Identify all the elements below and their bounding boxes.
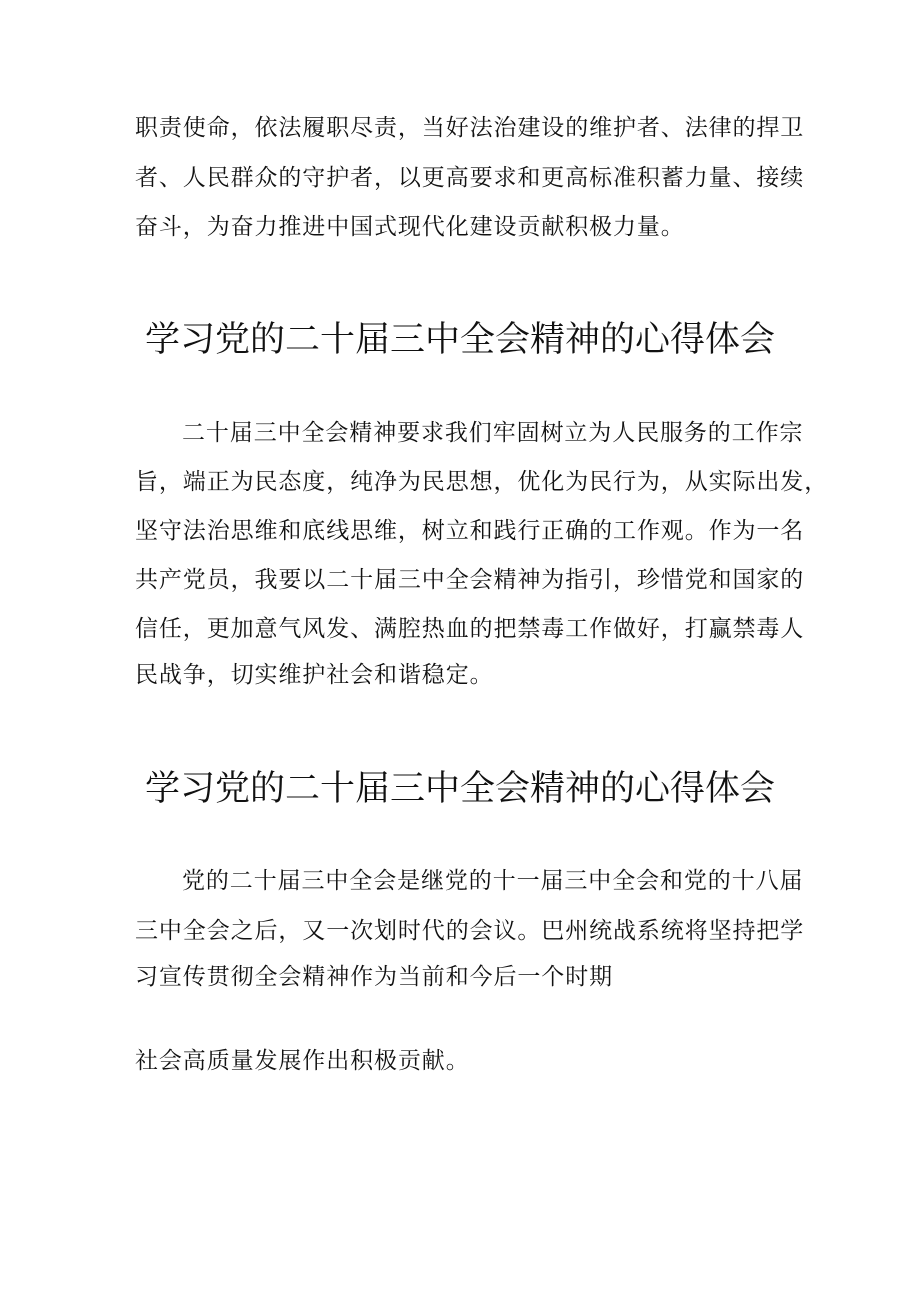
- paragraph-line: 三中全会之后，又一次划时代的会议。巴州统战系统将坚持把学: [135, 918, 805, 944]
- paragraph-line: 二十届三中全会精神要求我们牢固树立为人民服务的工作宗: [182, 420, 804, 446]
- paragraph-line: 信任，更加意气风发、满腔热血的把禁毒工作做好，打赢禁毒人: [135, 616, 805, 642]
- section-title: 学习党的二十届三中全会精神的心得体会: [144, 320, 775, 360]
- closing-line: 社会高质量发展作出积极贡献。: [135, 1048, 470, 1074]
- paragraph-line: 习宣传贯彻全会精神作为当前和今后一个时期: [135, 964, 613, 990]
- paragraph-line: 者、人民群众的守护者，以更高要求和更高标准积蓄力量、接续: [135, 165, 805, 191]
- paragraph-line: 职责使命，依法履职尽责，当好法治建设的维护者、法律的捍卫: [135, 115, 805, 141]
- section-title: 学习党的二十届三中全会精神的心得体会: [144, 769, 775, 809]
- paragraph-line: 共产党员，我要以二十届三中全会精神为指引，珍惜党和国家的: [135, 567, 805, 593]
- paragraph-line: 坚守法治思维和底线思维，树立和践行正确的工作观。作为一名: [135, 518, 805, 544]
- paragraph-line: 党的二十届三中全会是继党的十一届三中全会和党的十八届: [182, 868, 804, 894]
- paragraph-line: 民战争，切实维护社会和谐稳定。: [135, 662, 494, 688]
- paragraph-line: 奋斗，为奋力推进中国式现代化建设贡献积极力量。: [135, 214, 685, 240]
- paragraph-line: 旨，端正为民态度，纯净为民思想，优化为民行为，从实际出发，: [135, 469, 829, 495]
